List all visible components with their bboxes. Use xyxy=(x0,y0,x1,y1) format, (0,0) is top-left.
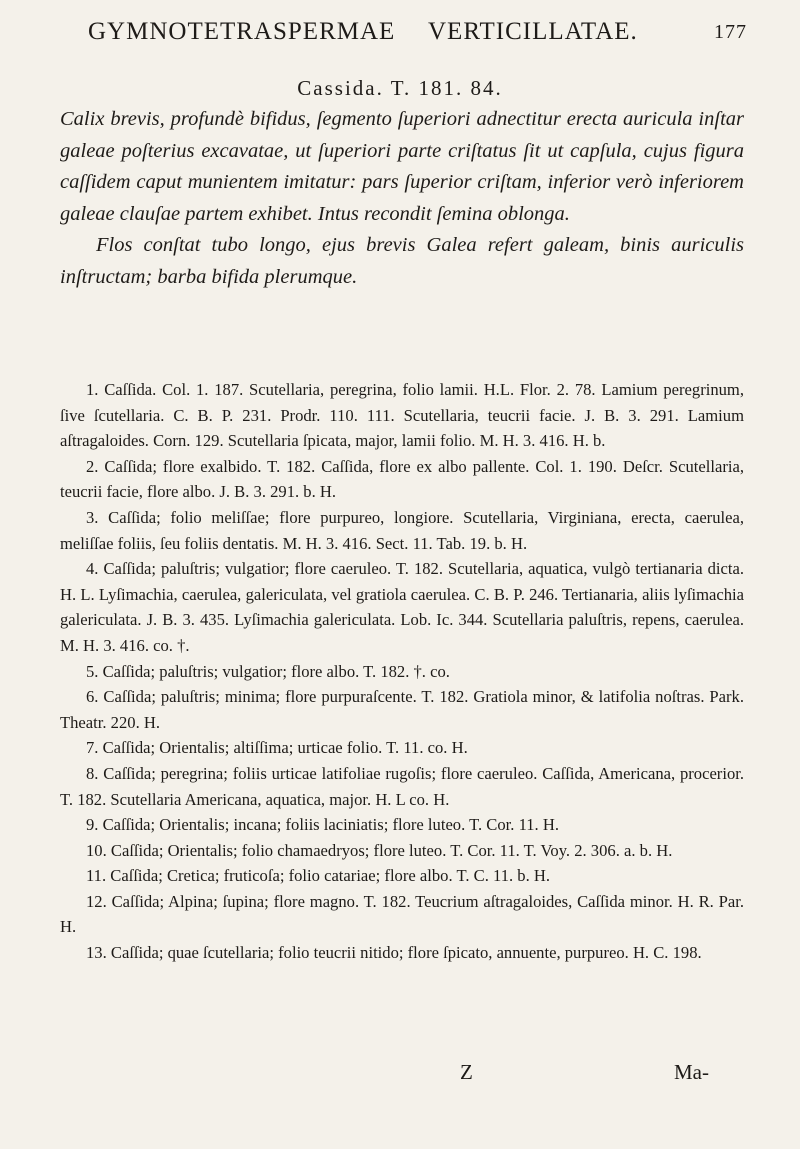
species-entry: 9. Caſſida; Orientalis; incana; foliis laciniatis; flore luteo. T. Cor. 11. H. xyxy=(86,815,559,835)
calyx-description: Calix brevis, profundè bifidus, ſegmento ſuperiori adnectitur erecta auricula inſtar galeae poſterius excavatae, ut ſuperiori parte criſtatus ſit ut capſula, cujus figura caſſidem caput munientem imitatur: pars ſuperior criſtam, inferior verò inferiorem galeae clauſae partem exhibet. Intus recondit ſemina oblonga. xyxy=(60,108,744,225)
flower-description: Flos conſtat tubo longo, ejus brevis Galea refert galeam, binis auriculis inſtructam; barba bifida plerumque. xyxy=(60,234,744,288)
catchword: Ma- xyxy=(674,1060,709,1084)
species-entry: 4. Caſſida; paluſtris; vulgatior; flore caeruleo. T. 182. Scutellaria, aquatica, vulgò tertianaria dicta. H. L. Lyſimachia, caerulea, galericulata, vel gratiola caerulea. C. B. P. 246. Tertianaria, aliis lyſimachia galericulata. J. B. 3. 435. Lyſimachia galericulata. Lob. Ic. 344. Scutellaria paluſtris, repens, caerulea. M. H. 3. 416. co. †. xyxy=(60,559,744,655)
species-entry: 7. Caſſida; Orientalis; altiſſima; urticae folio. T. 11. co. H. xyxy=(86,738,468,758)
genus-heading: Cassida. T. 181. 84. xyxy=(297,76,503,100)
header-subsection-title: VERTICILLATAE. xyxy=(428,18,638,45)
species-entry: 3. Caſſida; folio meliſſae; flore purpureo, longiore. Scutellaria, Virginiana, erecta, caerulea, meliſſae foliis, ſeu foliis dentatis. M. H. 3. 416. Sect. 11. Tab. 19. b. H. xyxy=(60,507,744,553)
species-entry: 2. Caſſida; flore exalbido. T. 182. Caſſida, flore ex albo pallente. Col. 1. 190. Deſcr. Scutellaria, teucrii facie, flore albo. J. B. 3. 291. b. H. xyxy=(60,456,744,502)
species-entry: 11. Caſſida; Cretica; fruticoſa; folio catariae; flore albo. T. C. 11. b. H. xyxy=(86,866,551,886)
species-entry: 8. Caſſida; peregrina; foliis urticae latifoliae rugoſis; flore caeruleo. Caſſida, Americana, procerior. T. 182. Scutellaria Americana, aquatica, major. H. L co. H. xyxy=(60,763,744,809)
species-list xyxy=(60,377,744,966)
header-section-title: GYMNOTETRASPERMAE xyxy=(88,18,396,45)
species-entry: 6. Caſſida; paluſtris; minima; flore purpuraſcente. T. 182. Gratiola minor, & latifolia noſtras. Park. Theatr. 220. H. xyxy=(60,687,744,732)
signature-mark: Z xyxy=(460,1060,473,1084)
species-entry: 5. Caſſida; paluſtris; vulgatior; flore albo. T. 182. †. co. xyxy=(86,661,450,681)
species-entry: 1. Caſſida. Col. 1. 187. Scutellaria, peregrina, folio lamii. H.L. Flor. 2. 78. Lamium peregrinum, ſive ſcutellaria. C. B. P. 231. Prodr. 110. 111. Scutellaria, teucrii facie. J. B. 3. 291. Lamium aſtragaloides. Corn. 129. Scutellaria ſpicata, major, lamii folio. M. H. 3. 416. H. b. xyxy=(60,380,744,451)
genus-description xyxy=(60,104,744,293)
species-entry: 10. Caſſida; Orientalis; folio chamaedryos; flore luteo. T. Cor. 11. T. Voy. 2. 306. a. b. H. xyxy=(86,840,673,860)
species-entry: 13. Caſſida; quae ſcutellaria; folio teucrii nitido; flore ſpicato, annuente, purpureo. H. C. 198. xyxy=(86,943,702,963)
page-number: 177 xyxy=(714,21,747,43)
species-entry: 12. Caſſida; Alpina; ſupina; flore magno. T. 182. Teucrium aſtragaloides, Caſſida minor. H. R. Par. H. xyxy=(60,891,744,937)
